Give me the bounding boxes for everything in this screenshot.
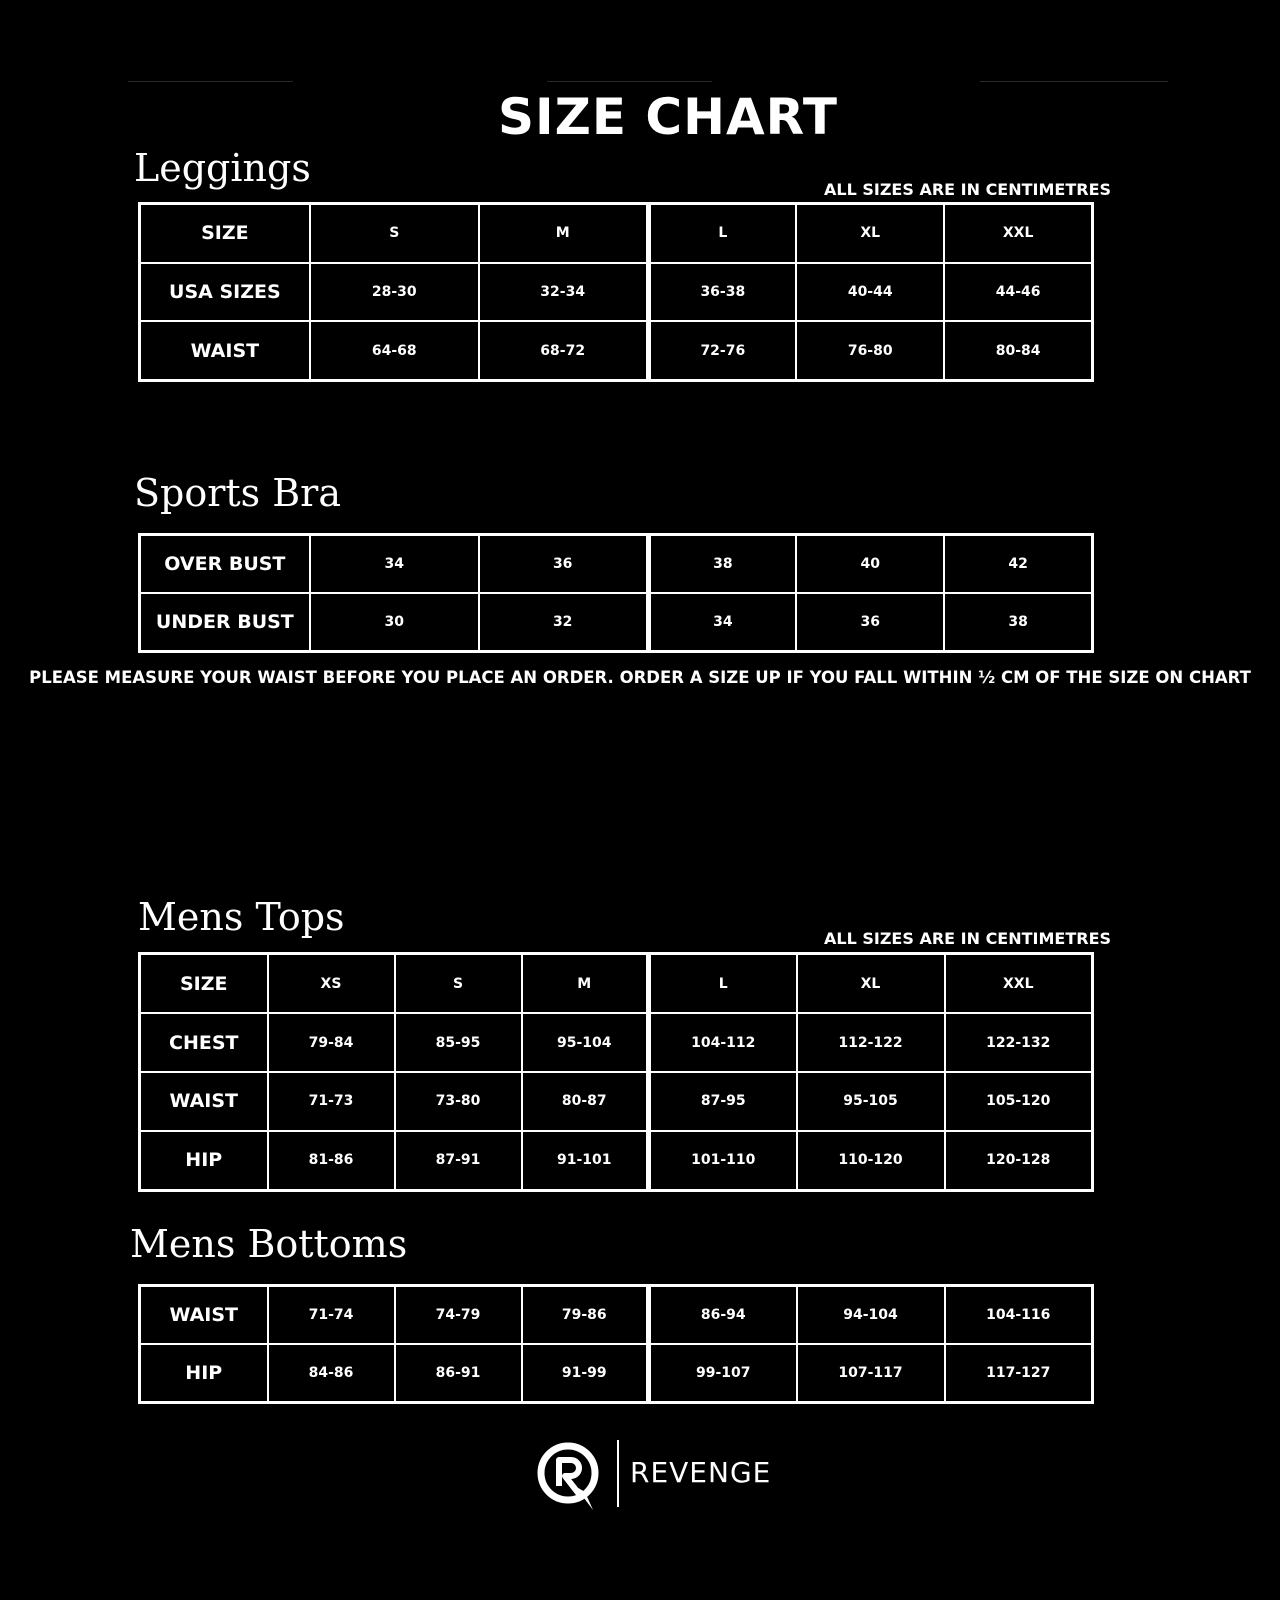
table-cell: 91-99 (522, 1344, 649, 1403)
row-header-cell: WAIST (140, 1286, 268, 1345)
table-cell: 80-87 (522, 1072, 649, 1131)
brand-name: REVENGE (630, 1456, 772, 1489)
row-header-cell: CHEST (140, 1013, 268, 1072)
row-header-cell: SIZE (140, 954, 268, 1014)
table-cell: 28-30 (310, 263, 479, 321)
row-header-cell: HIP (140, 1131, 268, 1191)
table-cell: 32 (479, 593, 648, 652)
table-cell: 101-110 (649, 1131, 797, 1191)
table-cell: XL (796, 204, 944, 263)
table-cell: 38 (944, 593, 1092, 652)
table-cell: 64-68 (310, 321, 479, 380)
table-row (140, 263, 1093, 321)
table-cell: L (648, 204, 796, 263)
table-cell: 44-46 (944, 263, 1092, 321)
sports-bra-table (138, 533, 1094, 653)
table-row (140, 954, 1093, 1014)
table-cell: L (649, 954, 797, 1014)
row-header-cell: OVER BUST (140, 535, 310, 594)
table-cell: 122-132 (945, 1013, 1093, 1072)
table-cell: 76-80 (796, 321, 944, 380)
table-cell: XXL (945, 954, 1093, 1014)
table-cell: 34 (648, 593, 796, 652)
mens-tops-title: Mens Tops (138, 895, 345, 939)
table-cell: 32-34 (479, 263, 648, 321)
row-header-cell: HIP (140, 1344, 268, 1403)
table-row (140, 535, 1093, 594)
decorative-line-right (980, 81, 1168, 82)
table-cell: S (310, 204, 479, 263)
table-cell: 38 (648, 535, 796, 594)
table-cell: 71-74 (268, 1286, 395, 1345)
table-cell: 86-94 (649, 1286, 797, 1345)
table-cell: 117-127 (945, 1344, 1093, 1403)
table-cell: 36-38 (648, 263, 796, 321)
measure-note: PLEASE MEASURE YOUR WAIST BEFORE YOU PLACE AN ORDER. ORDER A SIZE UP IF YOU FALL WITHIN ½ CM OF THE SIZE ON CHART (29, 668, 1251, 687)
table-cell: M (522, 954, 649, 1014)
table-cell: 80-84 (944, 321, 1092, 380)
table-row (140, 1344, 1093, 1403)
row-header-cell: SIZE (140, 204, 310, 263)
table-cell: XL (797, 954, 945, 1014)
table-cell: 105-120 (945, 1072, 1093, 1131)
leggings-table (138, 202, 1094, 382)
decorative-line-left (128, 81, 293, 82)
table-cell: 36 (796, 593, 944, 652)
mens-bottoms-table (138, 1284, 1094, 1404)
table-cell: 112-122 (797, 1013, 945, 1072)
r-circle-logo-icon (535, 1440, 607, 1512)
logo-divider (617, 1440, 619, 1507)
table-cell: 71-73 (268, 1072, 395, 1131)
table-cell: 91-101 (522, 1131, 649, 1191)
table-cell: S (395, 954, 522, 1014)
table-cell: 30 (310, 593, 479, 652)
table-cell: 40-44 (796, 263, 944, 321)
table-cell: 120-128 (945, 1131, 1093, 1191)
mens-tops-table (138, 952, 1094, 1192)
table-cell: 86-91 (395, 1344, 522, 1403)
table-cell: 73-80 (395, 1072, 522, 1131)
table-row (140, 321, 1093, 380)
table-cell: 94-104 (797, 1286, 945, 1345)
table-cell: 40 (796, 535, 944, 594)
table-cell: 104-112 (649, 1013, 797, 1072)
mens-tops-unit-note: ALL SIZES ARE IN CENTIMETRES (824, 929, 1112, 948)
page-title: SIZE CHART (497, 88, 839, 146)
table-cell: 104-116 (945, 1286, 1093, 1345)
table-cell: 99-107 (649, 1344, 797, 1403)
table-cell: 85-95 (395, 1013, 522, 1072)
table-row (140, 1286, 1093, 1345)
table-cell: 81-86 (268, 1131, 395, 1191)
table-cell: 74-79 (395, 1286, 522, 1345)
row-header-cell: WAIST (140, 1072, 268, 1131)
table-cell: 87-91 (395, 1131, 522, 1191)
mens-bottoms-title: Mens Bottoms (130, 1222, 408, 1266)
table-row (140, 204, 1093, 263)
decorative-line-center (547, 81, 712, 82)
table-row (140, 1131, 1093, 1191)
table-cell: 95-104 (522, 1013, 649, 1072)
row-header-cell: WAIST (140, 321, 310, 380)
table-row (140, 1072, 1093, 1131)
leggings-unit-note: ALL SIZES ARE IN CENTIMETRES (824, 180, 1112, 199)
table-cell: 68-72 (479, 321, 648, 380)
table-cell: 36 (479, 535, 648, 594)
table-cell: 72-76 (648, 321, 796, 380)
table-row (140, 1013, 1093, 1072)
table-cell: 87-95 (649, 1072, 797, 1131)
table-cell: XXL (944, 204, 1092, 263)
table-cell: M (479, 204, 648, 263)
table-cell: 110-120 (797, 1131, 945, 1191)
leggings-title: Leggings (134, 146, 311, 190)
table-cell: 79-86 (522, 1286, 649, 1345)
table-cell: 42 (944, 535, 1092, 594)
sports-bra-title: Sports Bra (134, 471, 341, 515)
table-cell: 79-84 (268, 1013, 395, 1072)
table-cell: 95-105 (797, 1072, 945, 1131)
row-header-cell: USA SIZES (140, 263, 310, 321)
table-cell: 107-117 (797, 1344, 945, 1403)
row-header-cell: UNDER BUST (140, 593, 310, 652)
table-cell: XS (268, 954, 395, 1014)
table-cell: 34 (310, 535, 479, 594)
table-row (140, 593, 1093, 652)
table-cell: 84-86 (268, 1344, 395, 1403)
